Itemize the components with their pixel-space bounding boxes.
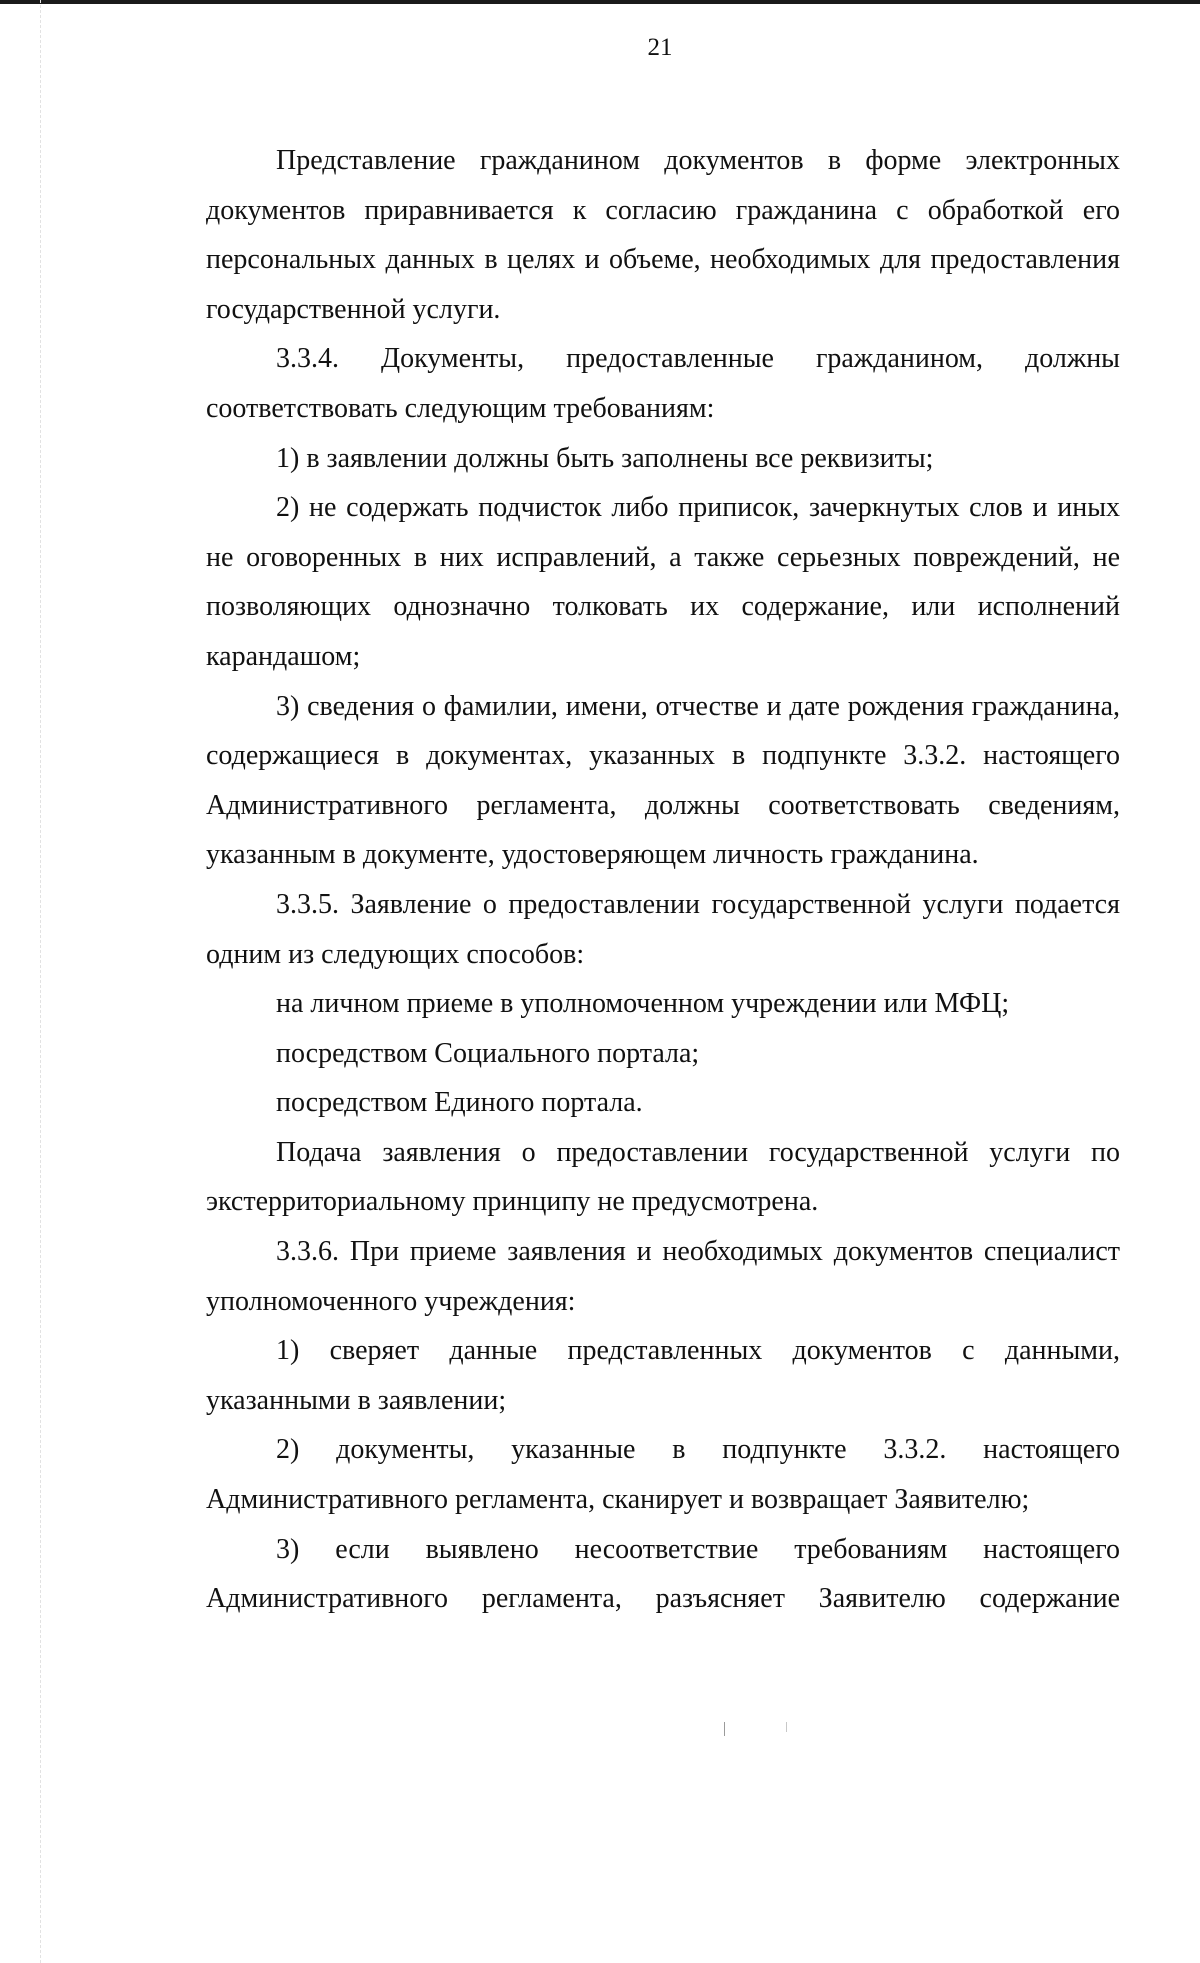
page-number: 21: [647, 34, 673, 61]
scan-left-edge: [40, 0, 41, 1963]
paragraph-requirement-3: 3) сведения о фамилии, имени, отчестве и дате рождения гражданина, содержащиеся в документах, указанных в подпункте 3.3.2. настоящего Административного регламента, должны соответствовать сведениям, указанным в документе, удостоверяющем личность гражданина.: [206, 690, 1120, 871]
paragraph-step-1: 1) сверяет данные представленных документов с данными, указанными в заявлении;: [206, 1335, 1120, 1416]
paragraph-step-2: 2) документы, указанные в подпункте 3.3.2. настоящего Административного регламента, сканирует и возвращает Заявителю;: [206, 1434, 1120, 1516]
paragraph-step-3: 3) если выявлено несоответствие требованиям настоящего Административного регламента, разъясняет Заявителю содержание: [206, 1533, 1120, 1615]
paragraph-consent: Представление гражданином документов в форме электронных документов приравнивается к согласию гражданина с обработкой его персональных данных в целях и объеме, необходимых для предоставления государственной услуги.: [206, 145, 1120, 325]
document-body: [206, 136, 1120, 1624]
paragraph-requirement-2: 2) не содержать подчисток либо приписок, зачеркнутых слов и иных не оговоренных в них исправлений, а также серьезных повреждений, не позволяющих однозначно толковать их содержание, или исполнений карандашом;: [206, 492, 1120, 672]
paragraph-3-3-5: 3.3.5. Заявление о предоставлении государственной услуги подается одним из следующих способов:: [206, 888, 1120, 970]
paragraph-extraterritorial: Подача заявления о предоставлении государственной услуги по экстерриториальному принципу не предусмотрена.: [206, 1136, 1120, 1218]
scan-artifact-mark: [724, 1722, 725, 1736]
paragraph-method-unified-portal: посредством Единого портала.: [276, 1087, 643, 1119]
paragraph-3-3-6: 3.3.6. При приеме заявления и необходимых документов специалист уполномоченного учреждения:: [206, 1236, 1120, 1317]
scan-top-edge: [0, 0, 1200, 4]
scan-artifact-mark: [786, 1722, 787, 1732]
paragraph-requirement-1: 1) в заявлении должны быть заполнены все реквизиты;: [276, 442, 934, 474]
paragraph-method-personal: на личном приеме в уполномоченном учреждении или МФЦ;: [276, 988, 1010, 1020]
paragraph-method-social-portal: посредством Социального портала;: [276, 1037, 700, 1069]
paragraph-3-3-4: 3.3.4. Документы, предоставленные гражданином, должны соответствовать следующим требованиям:: [206, 343, 1120, 424]
